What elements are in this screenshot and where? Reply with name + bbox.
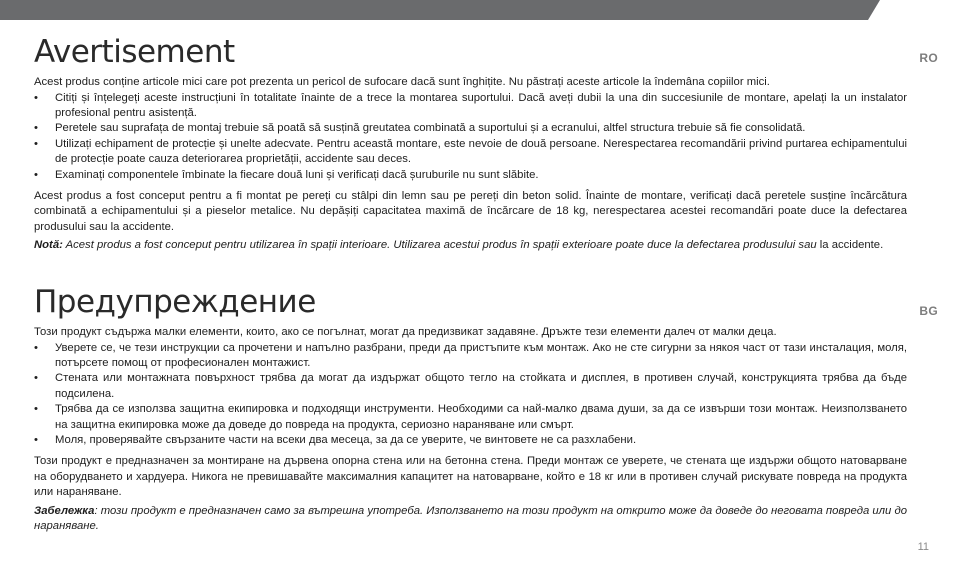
intro-paragraph-bg: Този продукт съдържа малки елементи, които, ако се погълнат, могат да предизвикат задавяне. Дръжте тези елементи далеч от малки деца. bbox=[34, 326, 777, 339]
note-label-ro: Notă: bbox=[34, 239, 63, 252]
warning-list-ro bbox=[34, 91, 907, 183]
list-item: • Peretele sau suprafața de montaj trebuie să poată să susțină greutatea combinată a suportului și a ecranului, altfel structura trebuie să fie consolidată. bbox=[34, 122, 806, 135]
note-tail-ro: la accidente. bbox=[816, 239, 884, 252]
list-item: • Utilizați echipament de protecție și unelte adecvate. Pentru această montare, este nevoie de două persoane. Nerespectarea recomandării privind purtarea echipamentului de protecție poate cauza deteriorarea proprietății, accidente sau deces. bbox=[34, 137, 907, 166]
intro-paragraph-ro: Acest produs conține articole mici care pot prezenta un pericol de sufocare dacă sunt înghițite. Nu păstrați aceste articole la îndemâna copiilor mici. bbox=[34, 76, 770, 89]
warning-list-bg bbox=[34, 341, 907, 449]
note-text-ro: Acest produs a fost conceput pentru utilizarea în spații interioare. Utilizarea acestui produs în spații exterioare poate duce la defectarea produsului sau bbox=[62, 239, 817, 252]
section-title-ro: Avertisement bbox=[34, 34, 235, 70]
list-item: • Моля, проверявайте свързаните части на всеки два месеца, за да се уверите, че винтовете не са разхлабени. bbox=[34, 433, 637, 446]
language-label-bg: BG bbox=[919, 304, 938, 318]
list-item: • Стената или монтажната повърхност трябва да могат да издържат общото тегло на стойката и дисплея, в противен случай, конструкцията трябва да бъде подсилена. bbox=[34, 372, 907, 400]
list-item: • Examinați componentele îmbinate la fiecare două luni și verificați dacă șuruburile nu sunt slăbite. bbox=[34, 168, 539, 181]
language-label-ro: RO bbox=[919, 51, 938, 65]
page-number: 11 bbox=[917, 541, 929, 553]
section-bg bbox=[34, 285, 907, 534]
section-ro bbox=[34, 35, 907, 254]
body-paragraph-ro: Acest produs a fost conceput pentru a fi montat pe pereți cu stâlpi din lemn sau pe pereți din beton solid. Înainte de montare, verificați dacă peretele susține încărcătura combinată a echipamentului și a pieselor metalice. Nu depășiți capacitatea maximă de încărcare de 18 kg, nerespectarea acestei recomandări poate duce la defectarea produsului sau la accidente. bbox=[34, 189, 907, 233]
list-item: • Citiți și înțelegeți aceste instrucțiuni în totalitate înainte de a trece la montarea suportului. Dacă aveți dubii la una din succesiunile de montare, apelați la un instalator profesional pentru asistență. bbox=[34, 91, 907, 119]
note-paragraph-ro bbox=[34, 238, 907, 253]
note-paragraph-bg bbox=[34, 504, 907, 535]
list-item: • Трябва да се използва защитна екипировка и подходящи инструменти. Необходими са най-малко двама души, за да се извърши този монтаж. Неизползването на защитна екипировка може да доведе до повреда на продукта, сериозно нараняване или смърт. bbox=[34, 403, 907, 431]
header-band bbox=[0, 0, 954, 20]
body-paragraph-bg: Този продукт е предназначен за монтиране на дървена опорна стена или на бетонна стена. Преди монтаж се уверете, че стената ще издържи общото натоварване на оборудването и хардуера. Никога не превишавайте максималния капацитет на натоварване, който е 18 кг или в противен случай рискувате повреда на продукта или нараняване. bbox=[34, 455, 907, 499]
section-title-bg: Предупреждение bbox=[34, 284, 316, 320]
list-item: • Уверете се, че тези инструкции са прочетени и напълно разбрани, преди да пристъпите към монтаж. Ако не сте сигурни за някоя част от тази инсталация, моля, потърсете помощ от професионален монтажист. bbox=[34, 341, 907, 369]
note-text-bg: : този продукт е предназначен само за вътрешна употреба. Използването на този продукт на открито може да доведе до неговата повреда или до нараняване. bbox=[34, 504, 907, 532]
note-label-bg: Забележка bbox=[34, 504, 95, 517]
